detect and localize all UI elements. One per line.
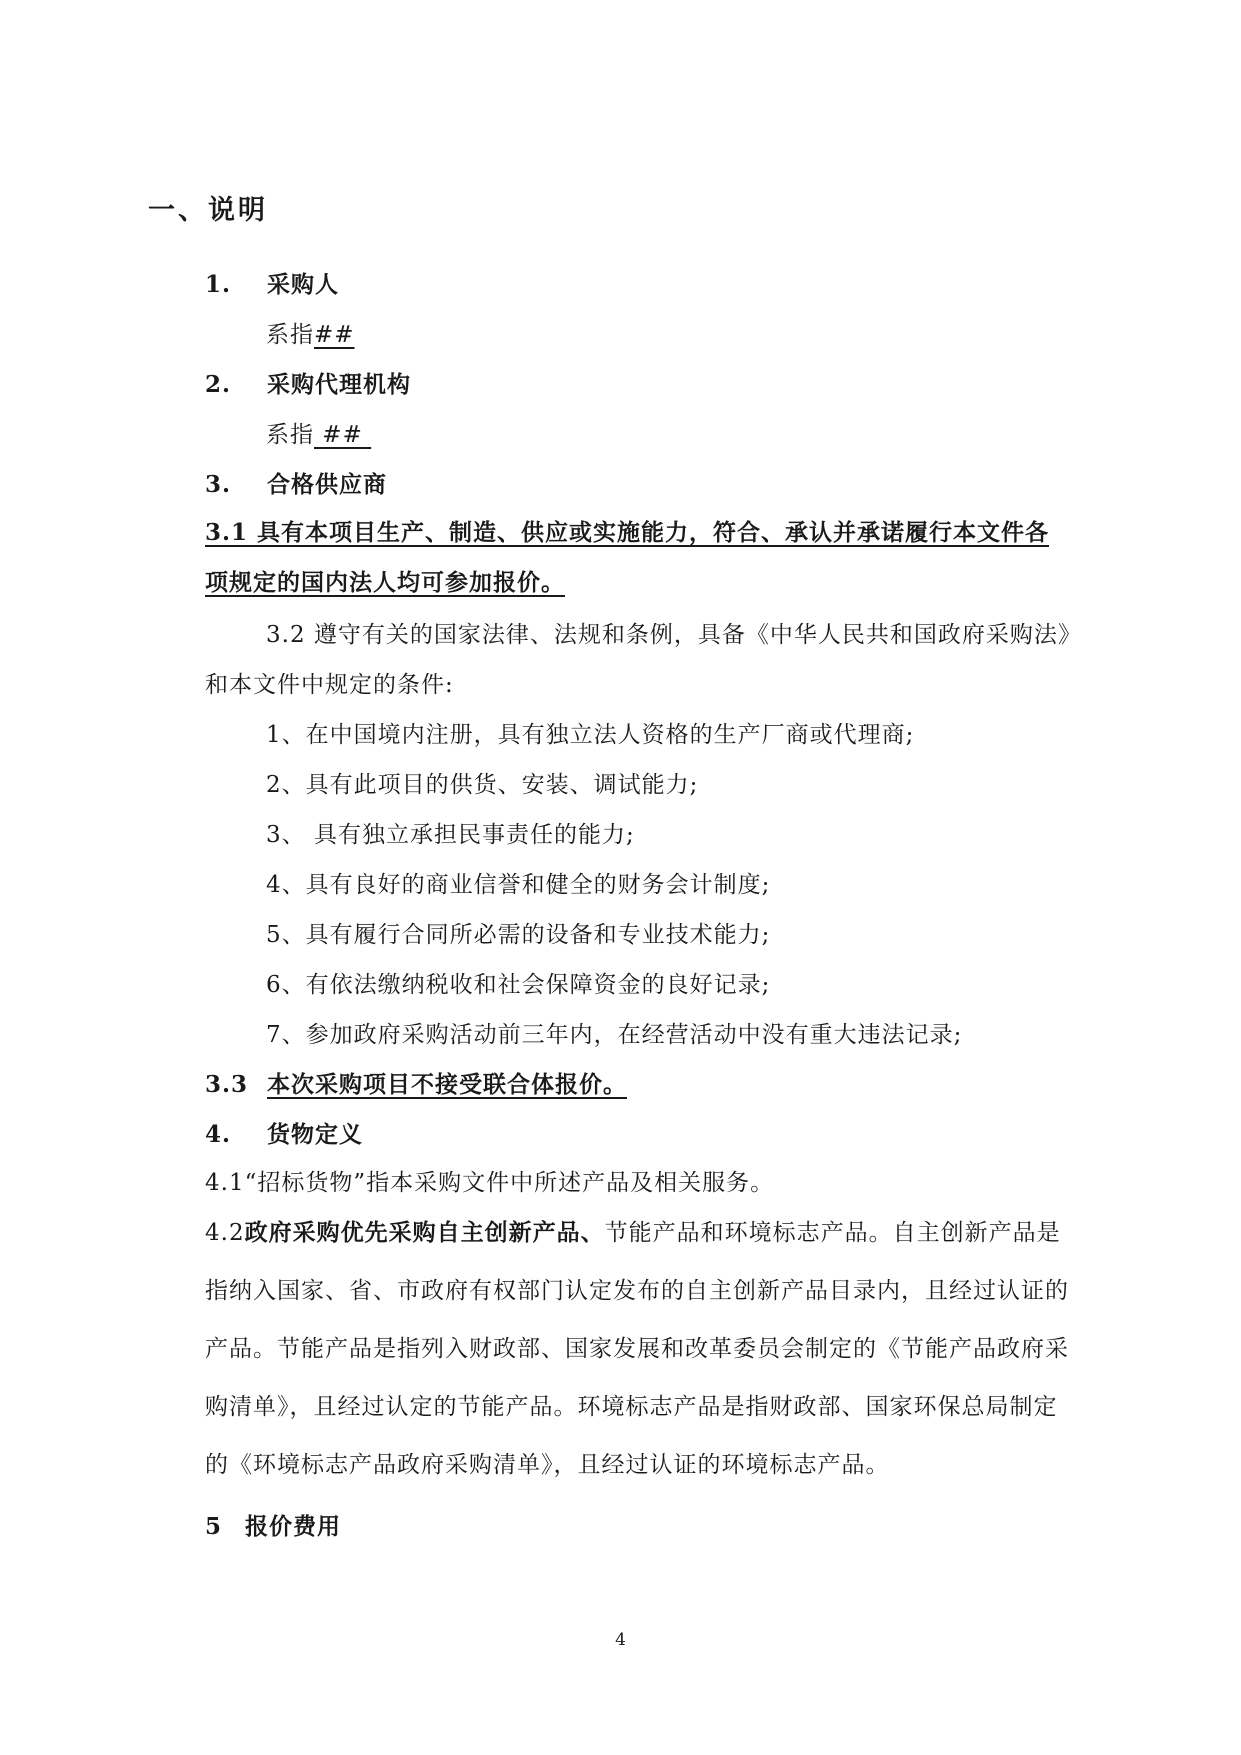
clause-4-2-number: 4.2 bbox=[205, 1220, 245, 1246]
clause-4-2-line: 购清单》，且经过认定的节能产品。环境标志产品是指财政部、国家环保总局制定 bbox=[205, 1394, 1058, 1420]
clause-4-2-line-1 bbox=[205, 1218, 1061, 1248]
item-2-number: 2. bbox=[205, 371, 232, 398]
condition-item: 4、具有良好的商业信誉和健全的财务会计制度; bbox=[266, 872, 771, 898]
item-4-title: 货物定义 bbox=[267, 1121, 363, 1148]
clause-4-2-line: 指纳入国家、省、市政府有权部门认定发布的自主创新产品目录内，且经过认证的 bbox=[205, 1278, 1069, 1304]
item-3-title: 合格供应商 bbox=[267, 471, 387, 498]
condition-item: 5、具有履行合同所必需的设备和专业技术能力; bbox=[266, 922, 771, 948]
clause-3-1-line-2: 项规定的国内法人均可参加报价。 bbox=[205, 569, 565, 596]
item-5-title: 报价费用 bbox=[245, 1513, 341, 1540]
item-1-heading bbox=[205, 270, 339, 300]
clause-4-2-bold: 政府采购优先采购自主创新产品、 bbox=[244, 1219, 605, 1246]
item-2-prefix: 系指 bbox=[266, 422, 314, 448]
clause-3-3-number: 3.3 bbox=[205, 1071, 249, 1098]
condition-item: 1、在中国境内注册，具有独立法人资格的生产厂商或代理商; bbox=[266, 722, 915, 748]
item-2-value: ## bbox=[314, 422, 372, 448]
clause-3-1-line-1: 3.1 具有本项目生产、制造、供应或实施能力，符合、承认并承诺履行本文件各 bbox=[205, 519, 1050, 546]
item-1-value: ## bbox=[314, 322, 355, 348]
item-3-heading bbox=[205, 470, 387, 500]
clause-4-2-rest: 节能产品和环境标志产品。自主创新产品是 bbox=[604, 1220, 1061, 1246]
clause-4-1: 4.1“招标货物”指本采购文件中所述产品及相关服务。 bbox=[205, 1170, 775, 1196]
condition-item: 7、参加政府采购活动前三年内，在经营活动中没有重大违法记录; bbox=[266, 1022, 963, 1048]
clause-3-3-text: 本次采购项目不接受联合体报价。 bbox=[267, 1071, 627, 1098]
item-2-heading bbox=[205, 370, 411, 400]
page-number: 4 bbox=[615, 1630, 626, 1650]
clause-3-3 bbox=[205, 1070, 627, 1100]
item-5-heading bbox=[205, 1512, 341, 1542]
item-2-title: 采购代理机构 bbox=[267, 371, 411, 398]
item-1-title: 采购人 bbox=[267, 271, 339, 298]
item-1-body bbox=[266, 320, 355, 350]
item-4-heading bbox=[205, 1120, 363, 1150]
section-title: 一、说明 bbox=[148, 195, 268, 226]
clause-3-2-line-2: 和本文件中规定的条件: bbox=[205, 672, 454, 698]
item-3-number: 3. bbox=[205, 471, 232, 498]
condition-item: 2、具有此项目的供货、安装、调试能力; bbox=[266, 772, 699, 798]
item-5-number: 5 bbox=[205, 1513, 223, 1540]
clause-4-2-line: 产品。节能产品是指列入财政部、国家发展和改革委员会制定的《节能产品政府采 bbox=[205, 1336, 1069, 1362]
item-2-body bbox=[266, 420, 371, 450]
condition-item: 6、有依法缴纳税收和社会保障资金的良好记录; bbox=[266, 972, 771, 998]
item-1-number: 1. bbox=[205, 271, 232, 298]
item-4-number: 4. bbox=[205, 1121, 232, 1148]
clause-3-2-line-1: 3.2 遵守有关的国家法律、法规和条例，具备《中华人民共和国政府采购法》 bbox=[266, 622, 1082, 648]
condition-item: 3、 具有独立承担民事责任的能力; bbox=[266, 822, 635, 848]
clause-4-2-line: 的《环境标志产品政府采购清单》，且经过认证的环境标志产品。 bbox=[205, 1452, 890, 1478]
item-1-prefix: 系指 bbox=[266, 322, 314, 348]
